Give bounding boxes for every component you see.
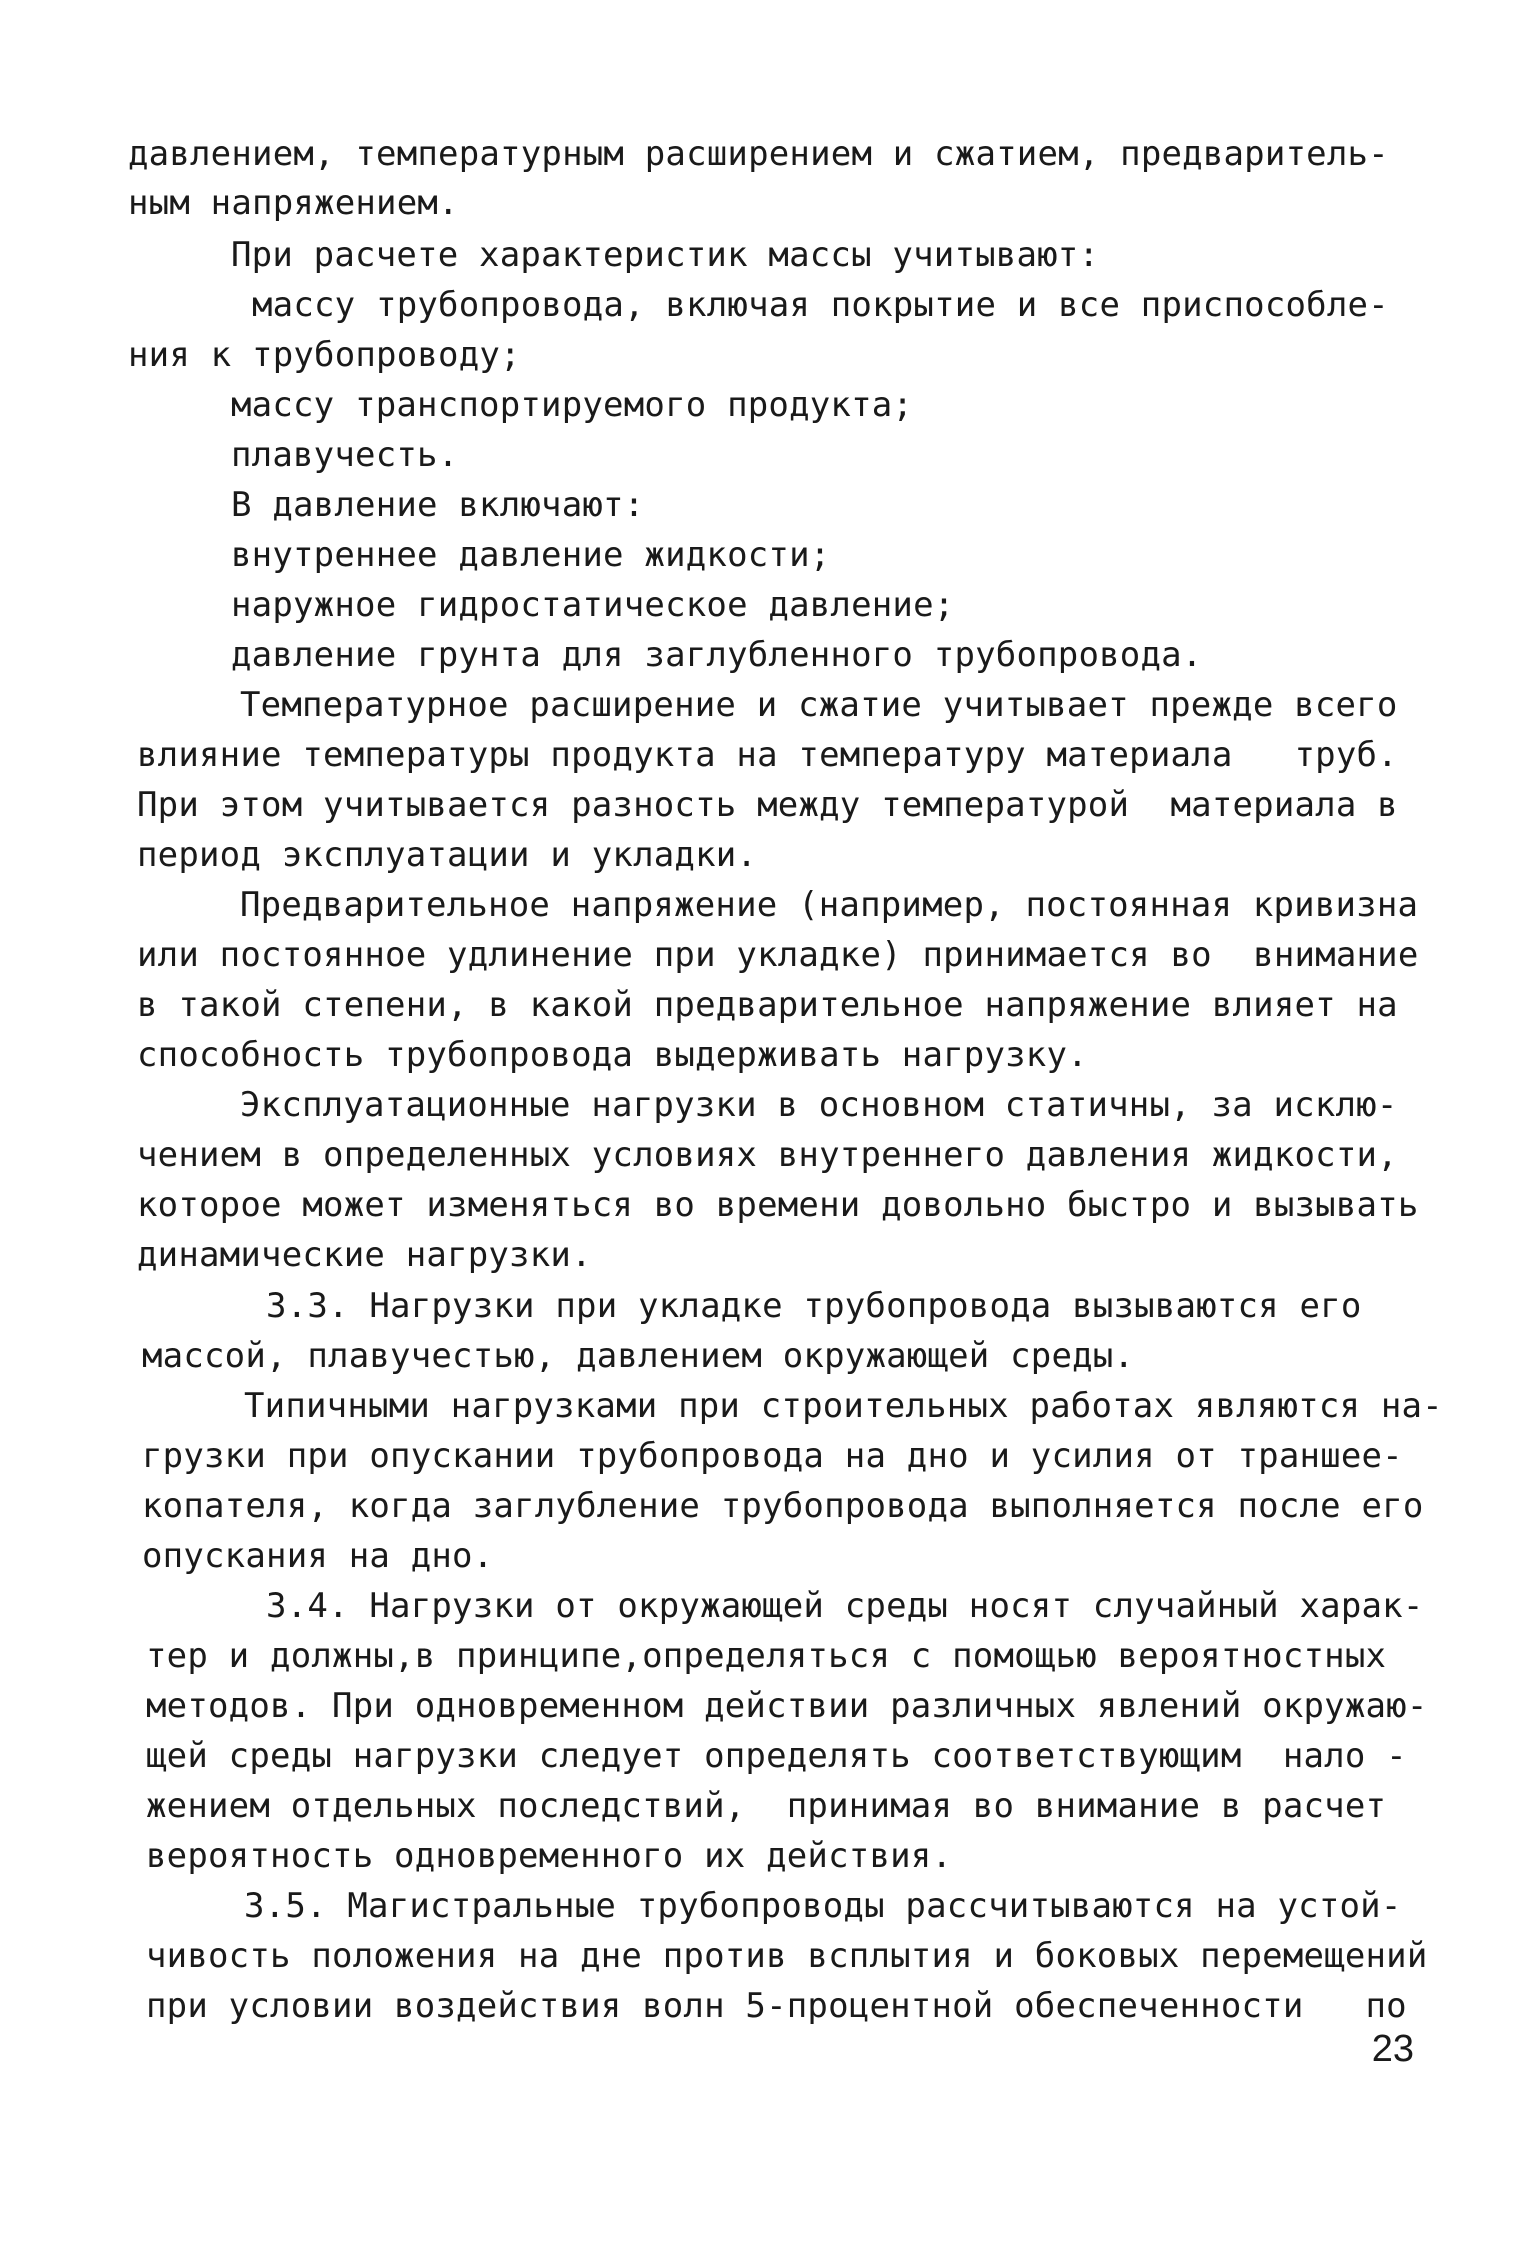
text-line: Эксплуатационные нагрузки в основном статичны, за исклю-: [240, 1085, 1398, 1125]
text-line: способность трубопровода выдерживать нагрузку.: [137, 1035, 1088, 1075]
text-line: давление грунта для заглубленного трубопровода.: [231, 635, 1203, 675]
text-line: Температурное расширение и сжатие учитывает прежде всего: [240, 685, 1398, 725]
text-line: В давление включают:: [231, 485, 645, 525]
text-line: 3.4. Нагрузки от окружающей среды носят случайный харак-: [266, 1586, 1424, 1626]
text-line: Предварительное напряжение (например, постоянная кривизна: [240, 885, 1419, 925]
text-line: массу трубопровода, включая покрытие и все приспособле-: [252, 285, 1389, 325]
text-line: При расчете характеристик массы учитывают:: [231, 235, 1100, 275]
text-line: давлением, температурным расширением и сжатием, предваритель-: [128, 134, 1389, 174]
text-line: 3.5. Магистральные трубопроводы рассчитываются на устой-: [244, 1886, 1402, 1926]
text-line: чивость положения на дне против всплытия и боковых перемещений: [146, 1936, 1428, 1976]
text-line: При этом учитывается разность между температурой материала в: [137, 785, 1398, 825]
text-line: чением в определенных условиях внутреннего давления жидкости,: [137, 1135, 1398, 1175]
page-number: 23: [1371, 2028, 1414, 2070]
text-line: грузки при опускании трубопровода на дно и усилия от траншее-: [142, 1436, 1403, 1476]
text-line: массу транспортируемого продукта;: [231, 385, 914, 425]
text-line: ным напряжением.: [128, 183, 459, 223]
text-line: ния к трубопроводу;: [128, 335, 521, 375]
text-line: внутреннее давление жидкости;: [231, 535, 831, 575]
text-line: наружное гидростатическое давление;: [231, 585, 955, 625]
text-line: влияние температуры продукта на температуру материала труб.: [137, 735, 1398, 775]
text-line: жением отдельных последствий, принимая во внимание в расчет: [146, 1786, 1387, 1826]
text-line: методов. При одновременном действии различных явлений окружаю-: [146, 1686, 1428, 1726]
text-line: при условии воздействия волн 5-процентной обеспеченности по: [146, 1986, 1407, 2026]
text-line: динамические нагрузки.: [137, 1235, 592, 1275]
text-line: или постоянное удлинение при укладке) принимается во внимание: [137, 935, 1419, 975]
text-line: Типичными нагрузками при строительных работах являются на-: [244, 1386, 1443, 1426]
text-line: копателя, когда заглубление трубопровода выполняется после его: [142, 1486, 1424, 1526]
text-line: 3.3. Нагрузки при укладке трубопровода вызываются его: [266, 1286, 1362, 1326]
text-line: тер и должны,в принципе,определяться с помощью вероятностных: [146, 1636, 1387, 1676]
text-line: плавучесть.: [231, 435, 459, 475]
text-line: щей среды нагрузки следует определять соответствующим нало -: [146, 1736, 1407, 1776]
text-line: массой, плавучестью, давлением окружающей среды.: [142, 1336, 1135, 1376]
text-line: в такой степени, в какой предварительное напряжение влияет на: [137, 985, 1398, 1025]
text-line: которое может изменяться во времени довольно быстро и вызывать: [137, 1185, 1419, 1225]
text-line: вероятность одновременного их действия.: [146, 1836, 953, 1876]
text-line: период эксплуатации и укладки.: [137, 835, 758, 875]
text-line: опускания на дно.: [142, 1536, 494, 1576]
